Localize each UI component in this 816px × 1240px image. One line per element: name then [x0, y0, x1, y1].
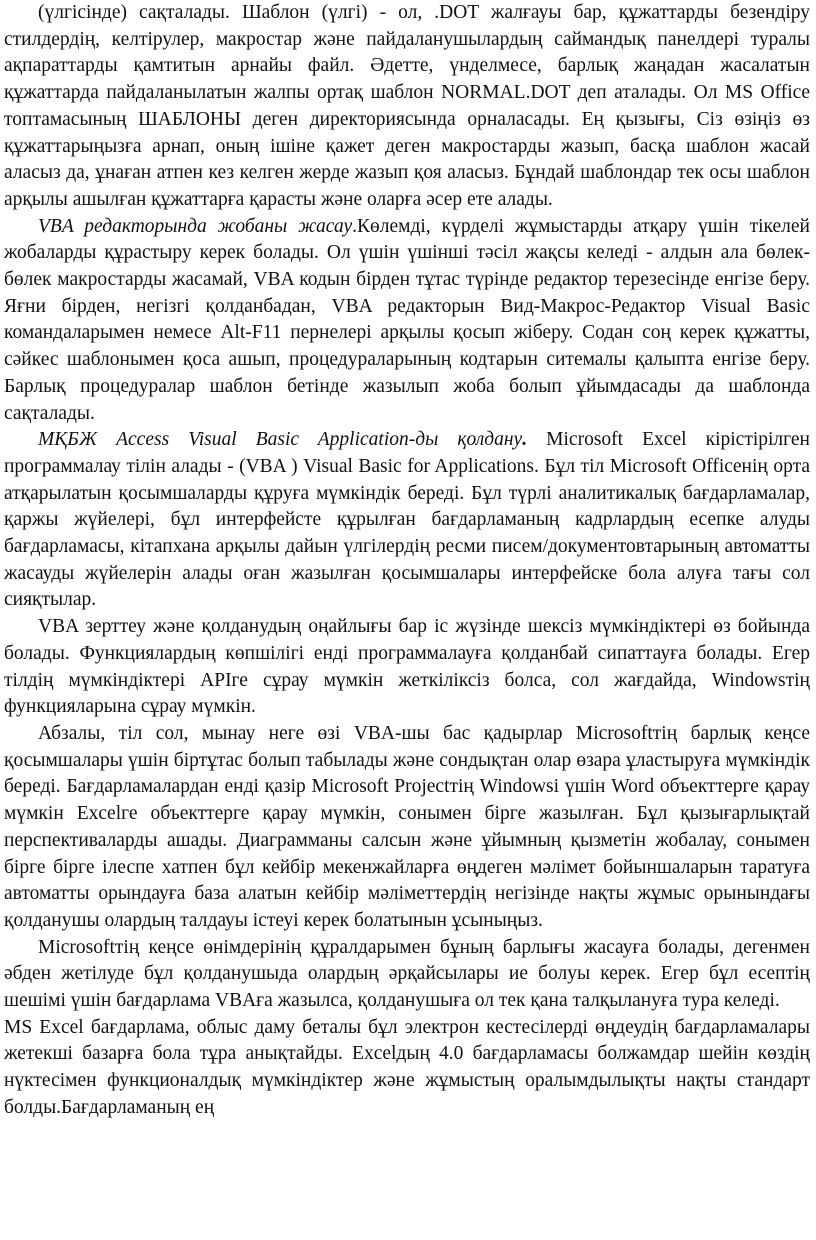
paragraph-access-vba-heading-dot: . [522, 429, 528, 451]
paragraph-access-vba-heading: МҚБЖ Access Visual Basic Application-ды қолдану [38, 429, 523, 451]
paragraph-vba-editor-body: .Көлемді, күрделі жұмыстарды атқару үшін тікелей жобаларды құрастыру керек болады. Ол үшін үшінші тәсіл жақсы келеді - алдын ала бөлек-бөлек макростарды жасамай, VBA кодын бірден тұтас түрінде редактор терезесінде енгізе беру. Яғни бірден, негізгі қолданбадан, VBA редакторын Вид-Макрос-Редактор Visual Basic командаларымен немесе Alt-F11 пернелері арқылы қосып жіберу. Содан соң керек құжатты, сәйкес шаблонымен қоса ашып, процедураларының кодтарын ситемалы қалыпта енгізе беру. Барлық процедуралар шаблон бетінде жазылып жоба болып ұйымдасады да шаблонда сақталады. [4, 215, 810, 424]
paragraph-vba-editor-heading: VBA редакторында жобаны жасау [38, 215, 353, 237]
paragraph-vba-possibilities: VBA зерттеу және қолданудың оңайлығы бар іс жүзінде шексіз мүмкіндіктері өз бойында болады. Функциялардың көпшілігі енді программалауға қолданбай сипаттауға болады. Егер тілдің мүмкіндіктері APIге сұрау мүмкін жеткіліксіз болса, сол жағдайда, Windowsтің функцияларына сұрау мүмкін. [4, 616, 810, 718]
paragraph-shablon: (үлгісінде) сақталады. Шаблон (үлгі) - ол, .DOT жалғауы бар, құжаттарды безендіру стилдердің, келтірулер, макростар және пайдаланушылардың саймандық панелдері туралы ақпараттарды қамтитын арнайы файл. Әдетте, үнделмесе, барлық жаңадан жасалатын құжаттарда пайдаланылатын жалпы ортақ шаблон NORMAL.DOT деп аталады. Ол MS Office топтамасының ШАБЛОНЫ деген директориясында орналасады. Ең қызығы, Сіз өзіңіз өз құжаттарыңызға арнап, оның ішіне қажет деген макростарды жазып, басқа шаблон жасай аласыз да, ұнаған атпен кез келген жерде жазып қоя аласыз. Бұндай шаблондар тек осы шаблон арқылы ашылған құжаттарға қарасты және оларға әсер ете алады. [4, 2, 810, 210]
paragraph-access-vba-body: Microsoft Excel кірістірілген программалау тілін алады - (VBA ) Visual Basic for Applications. Бұл тіл Microsoft Officeнің орта атқарылатын қосымшаларды құруға мүмкіндік береді. Бұл түрлі аналитикалық бағдарламалар, қаржы жүйелері, бұл интерфейсте құрылған бағдарламаның кадрлардың есепке алуды бағдарламасы, кітапхана арқылы дайын үлгілердің ресми писем/документовтарының автоматты жасауды жүйелерін алады оған жазылған қосымшалары интерфейске бола алуға тағы сол сияқтылар. [4, 429, 810, 611]
paragraph-office-tools: Microsoftтің кеңсе өнімдерінің құралдарымен бұның барлығы жасауға болады, дегенмен әбден жетілуде бұл қолданушыда олардың әрқайсылары ие болуы керек. Егер бұл есептің шешімі үшін бағдарлама VBAға жазылса, қолданушыға ол тек қана талқылануға тура келеді. [4, 936, 810, 1012]
paragraph-ms-excel: MS Excel бағдарлама, облыс даму беталы бұл электрон кестесілерді өңдеудің бағдарламалары жетекші базарға бола тұра анықтайды. Excelдың 4.0 бағдарламасы болжамдар шейін көздің нүктесімен функционалдық мүмкіндіктер және жұмыстың оралымдылықты нақты стандарт болды.Бағдарламаның ең [4, 1016, 810, 1118]
paragraph-vba-editor [4, 214, 810, 428]
paragraph-access-vba [4, 427, 810, 614]
paragraph-vba-unified: Абзалы, тіл сол, мынау неге өзі VBA-шы бас қадырлар Microsoftтің барлық кеңсе қосымшалары үшін біртұтас болып табылады және сондықтан олар өзара ұластыруға мүмкіндік береді. Бағдарламалардан енді қазір Microsoft Projectтің Windowsi үшін Word объекттерге қарау мүмкін Excelге объекттерге қарау мүмкін, сонымен бірге жазылған. Бұл қызығарлықтай перспективаларды ашады. Диаграмманы салсын және ұйымның қызметін жобалау, сонымен бірге бірге ілеспе хатпен бұл кейбір мекенжайларға өңдеген мәлімет бойыншаларын таратуға автоматты орындауға база алатын кейбір мәліметтердің негізінде нақты жұмыс орынындағы қолданушы олардың талдауы істеуі керек болатынын ұсыныңыз. [4, 722, 810, 931]
